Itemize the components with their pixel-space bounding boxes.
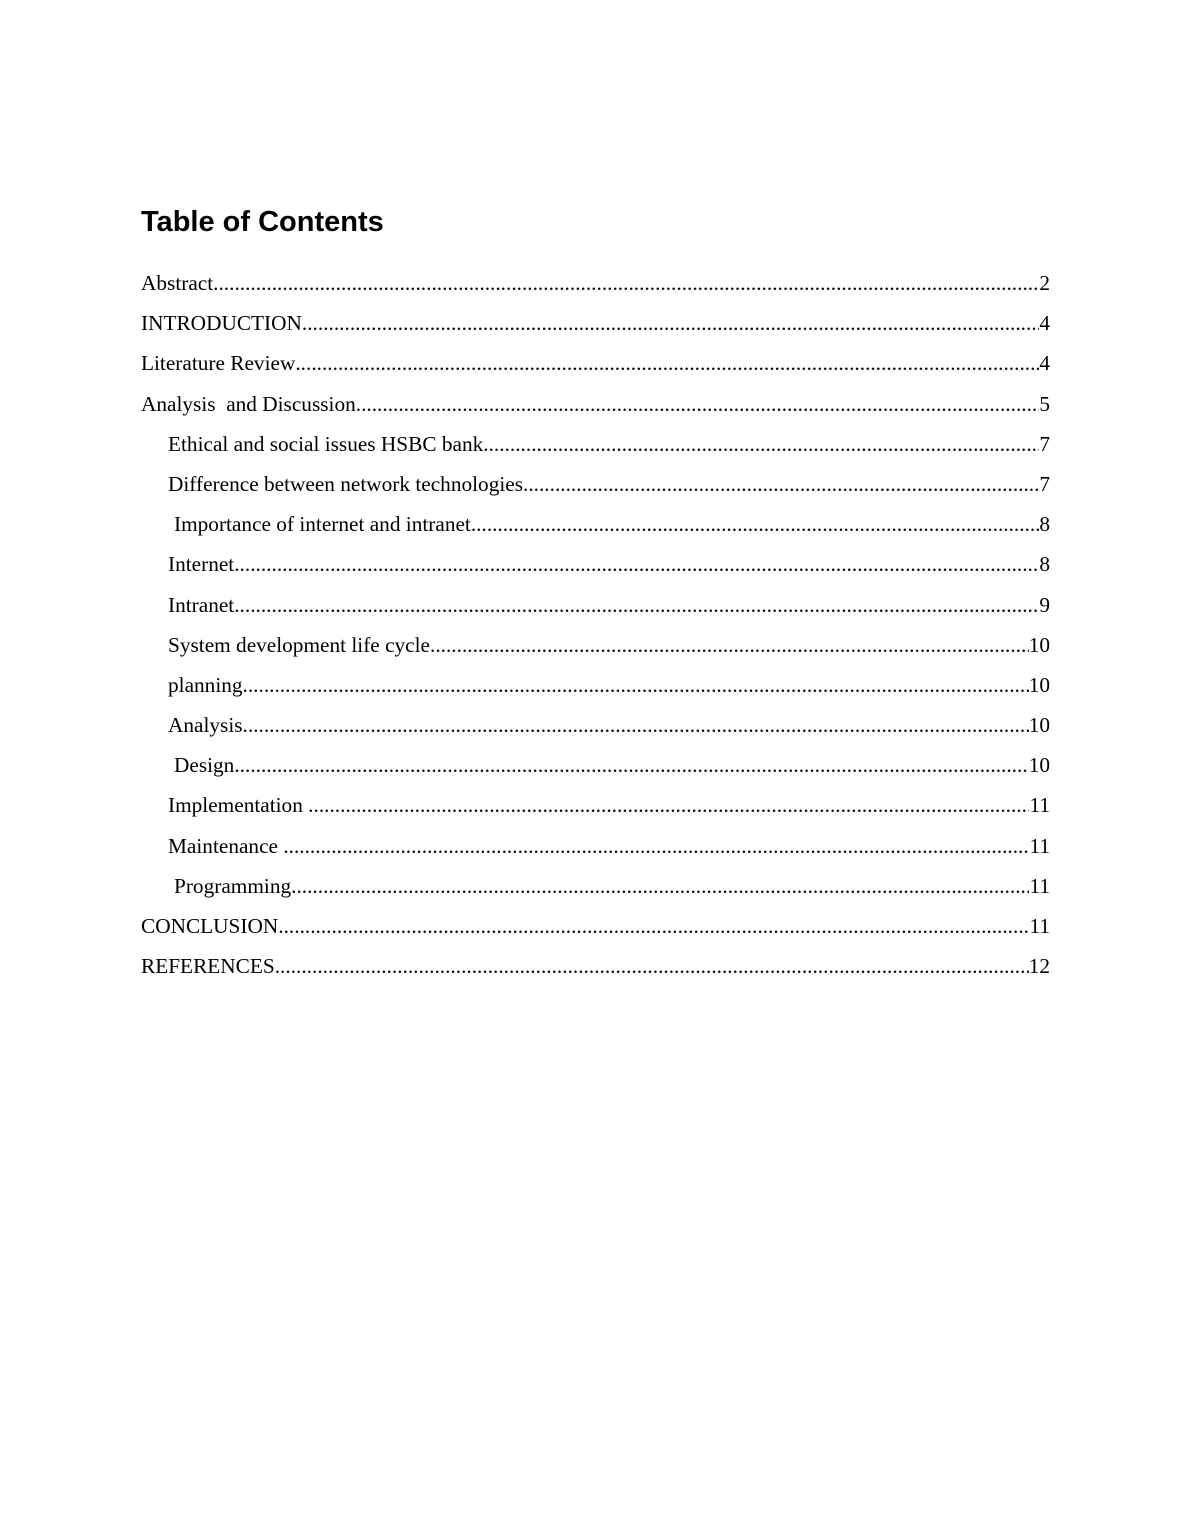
toc-entry-label: Internet bbox=[168, 552, 235, 577]
toc-entry-label: Literature Review bbox=[141, 351, 296, 376]
toc-entry[interactable] bbox=[141, 303, 1050, 343]
toc-entry-label: INTRODUCTION bbox=[141, 311, 302, 336]
toc-page-number: 11 bbox=[1029, 793, 1050, 818]
toc-dot-leader bbox=[213, 263, 1039, 303]
toc-entry-label: Design bbox=[174, 753, 235, 778]
toc-entry-label: Programming bbox=[174, 873, 292, 898]
toc-entry-label: Difference between network technologies bbox=[168, 471, 523, 496]
toc-page-number: 2 bbox=[1039, 271, 1050, 295]
toc-page-number: 10 bbox=[1028, 632, 1050, 657]
toc-page-number: 11 bbox=[1029, 833, 1050, 858]
toc-entry-label: CONCLUSION bbox=[141, 914, 279, 938]
toc-page-number: 8 bbox=[1039, 512, 1050, 537]
toc-entry-label: planning bbox=[168, 672, 243, 697]
toc-entry-label: Analysis and Discussion bbox=[141, 391, 356, 416]
toc-page-number: 9 bbox=[1039, 592, 1050, 617]
toc-dot-leader bbox=[243, 705, 1029, 745]
toc-page-number: 10 bbox=[1028, 672, 1050, 697]
toc-entry-label: Abstract bbox=[141, 271, 214, 295]
toc-page-number: 11 bbox=[1029, 914, 1050, 938]
toc-dot-leader bbox=[234, 544, 1039, 584]
toc-list bbox=[141, 263, 1050, 986]
toc-page-number: 4 bbox=[1039, 311, 1050, 336]
toc-page-number: 5 bbox=[1039, 391, 1050, 416]
toc-subentry[interactable] bbox=[141, 866, 1050, 906]
toc-page-number: 10 bbox=[1028, 713, 1050, 738]
toc-dot-leader bbox=[302, 303, 1039, 343]
toc-entry[interactable] bbox=[141, 384, 1050, 424]
toc-page-number: 8 bbox=[1039, 552, 1050, 577]
toc-subentry[interactable] bbox=[141, 464, 1050, 504]
toc-entry-label: Importance of internet and intranet bbox=[174, 512, 471, 537]
toc-entry[interactable] bbox=[141, 343, 1050, 383]
toc-entry-label: Intranet bbox=[168, 592, 235, 617]
toc-subentry[interactable] bbox=[141, 665, 1050, 705]
toc-heading: Table of Contents bbox=[141, 206, 384, 238]
toc-entry-label: Implementation bbox=[168, 793, 309, 818]
toc-dot-leader bbox=[295, 343, 1039, 383]
toc-page-number: 4 bbox=[1039, 351, 1050, 376]
toc-subentry[interactable] bbox=[141, 826, 1050, 866]
toc-entry-label: Analysis bbox=[168, 713, 243, 738]
toc-dot-leader bbox=[278, 906, 1029, 946]
toc-entry[interactable] bbox=[141, 946, 1050, 986]
toc-subentry[interactable] bbox=[141, 504, 1050, 544]
toc-subentry[interactable] bbox=[141, 745, 1050, 785]
toc-dot-leader bbox=[234, 745, 1028, 785]
toc-subentry[interactable] bbox=[141, 585, 1050, 625]
toc-dot-leader bbox=[291, 866, 1029, 906]
toc-dot-leader bbox=[275, 946, 1029, 986]
toc-dot-leader bbox=[523, 464, 1039, 504]
toc-dot-leader bbox=[308, 785, 1029, 825]
toc-dot-leader bbox=[356, 384, 1040, 424]
toc-entry[interactable] bbox=[141, 906, 1050, 946]
toc-subentry[interactable] bbox=[141, 625, 1050, 665]
toc-page-number: 10 bbox=[1028, 753, 1050, 778]
toc-subentry[interactable] bbox=[141, 785, 1050, 825]
toc-dot-leader bbox=[483, 424, 1039, 464]
toc-page-number: 11 bbox=[1029, 873, 1050, 898]
toc-entry-label: System development life cycle bbox=[168, 632, 430, 657]
toc-entry-label: REFERENCES bbox=[141, 954, 275, 979]
toc-page-number: 12 bbox=[1028, 954, 1050, 979]
toc-entry-label: Ethical and social issues HSBC bank bbox=[168, 431, 484, 456]
toc-entry-label: Maintenance bbox=[168, 833, 284, 858]
toc-page-number: 7 bbox=[1039, 471, 1050, 496]
toc-dot-leader bbox=[471, 504, 1039, 544]
toc-dot-leader bbox=[243, 665, 1029, 705]
toc-dot-leader bbox=[283, 826, 1029, 866]
toc-entry[interactable] bbox=[141, 263, 1050, 303]
toc-page-number: 7 bbox=[1039, 431, 1050, 456]
toc-subentry[interactable] bbox=[141, 544, 1050, 584]
toc-subentry[interactable] bbox=[141, 705, 1050, 745]
toc-dot-leader bbox=[234, 585, 1039, 625]
toc-subentry[interactable] bbox=[141, 424, 1050, 464]
toc-dot-leader bbox=[430, 625, 1029, 665]
